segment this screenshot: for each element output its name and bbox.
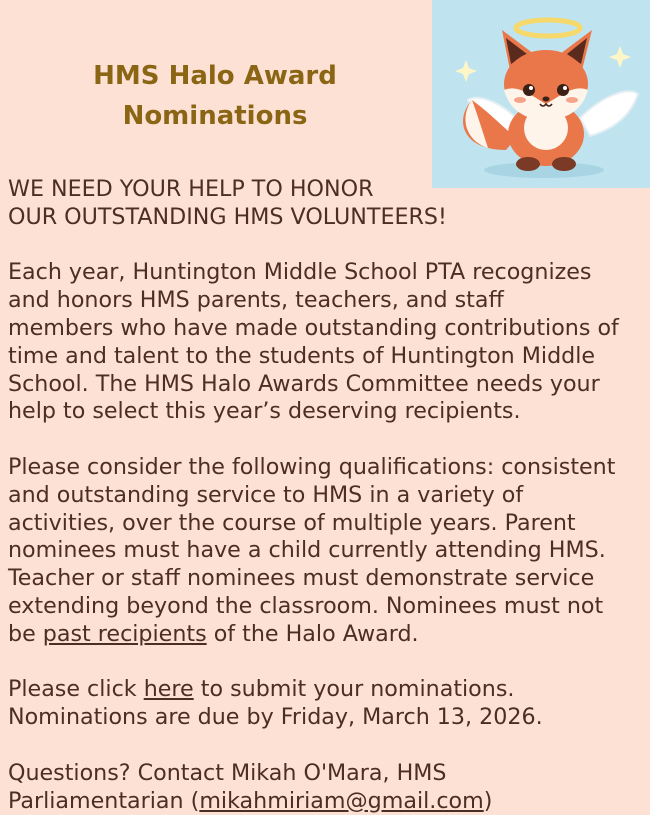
past-recipients-link[interactable]: past recipients [42,620,207,647]
text-fragment: be [8,620,43,647]
text-line: extending beyond the classroom. Nominees must not [8,592,604,619]
text-line: members who have made outstanding contributions of [8,314,619,341]
text-line [8,621,644,649]
intro-line-2: OUR OUTSTANDING HMS VOLUNTEERS! [8,203,447,230]
text-line: nominees must have a child currently attending HMS. [8,537,606,564]
text-fragment: Please click [8,676,144,703]
text-line: Please consider the following qualifications: consistent [8,453,616,480]
text-line: and outstanding service to HMS in a variety of [8,481,524,508]
text-line: Each year, Huntington Middle School PTA recognizes [8,259,592,286]
paragraph-qualifications [8,454,644,649]
text-fragment: Parliamentarian ( [8,787,200,814]
sparkle-icon [455,60,477,82]
paragraph-contact [8,760,644,815]
text-fragment: ) [483,787,493,814]
text-line [8,788,644,815]
text-line: time and talent to the students of Huntington Middle [8,342,596,369]
contact-line: Questions? Contact Mikah O'Mara, HMS [8,759,447,786]
text-line: Teacher or staff nominees must demonstrate service [8,565,595,592]
text-line: and honors HMS parents, teachers, and staff [8,287,504,314]
hero-image [432,0,650,188]
email-link[interactable]: mikahmiriam@gmail.com [199,787,484,814]
halo-icon [516,20,580,36]
due-date-line: Nominations are due by Friday, March 13, 2026. [8,704,543,731]
text-line: help to select this year’s deserving recipients. [8,398,521,425]
title-line-2: Nominations [122,101,308,131]
nomination-form-link[interactable]: here [143,676,194,703]
title-line-1: HMS Halo Award [93,61,337,91]
page-title [0,56,430,136]
text-fragment: of the Halo Award. [206,620,419,647]
body-text [8,176,644,815]
angel-fox-icon [432,0,650,188]
text-fragment: to submit your nominations. [193,676,515,703]
text-line: activities, over the course of multiple years. Parent [8,509,576,536]
paragraph-about [8,259,644,426]
wing-icon [580,91,638,136]
sparkle-icon [609,46,631,68]
intro-heading [8,176,644,232]
intro-line-1: WE NEED YOUR HELP TO HONOR [8,176,374,202]
text-line: School. The HMS Halo Awards Committee needs your [8,370,600,397]
paragraph-submit [8,676,644,732]
text-line [8,676,644,704]
